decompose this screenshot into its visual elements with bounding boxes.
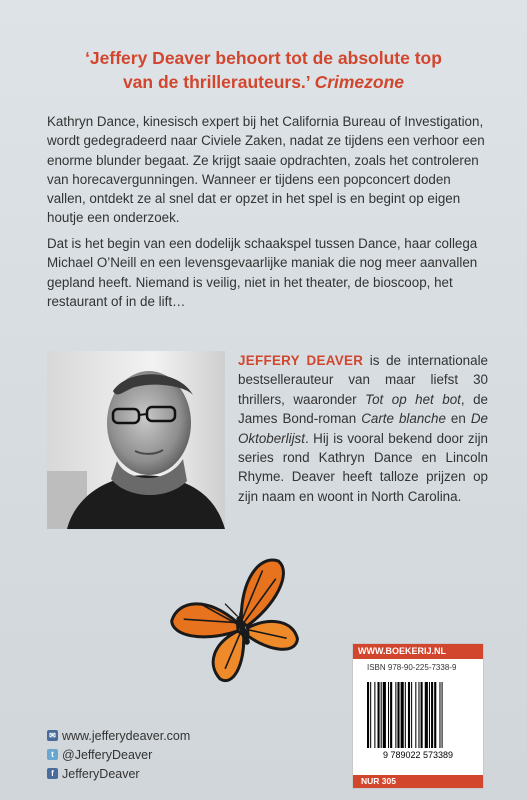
barcode-bar xyxy=(431,682,433,748)
quote-line-1: ‘Jeffery Deaver behoort tot de absolute top xyxy=(85,48,442,68)
barcode-bar xyxy=(425,682,428,748)
barcode-bar xyxy=(381,682,382,748)
barcode-bar xyxy=(390,682,392,748)
synopsis-paragraph-1: Kathryn Dance, kinesisch expert bij het California Bureau of Investigation, wordt gedegradeerd naar Civiele Zaken, nadat ze tijdens een verhoor een enorme blunder begaat. Ze krijgt saaie opdrachten, zoals het controleren van horecavergunningen. Wanneer er tijdens een popconcert doden vallen, ontdekt ze al snel dat er opzet in het spel is en begint op eigen houtje een onderzoek. xyxy=(47,114,485,226)
barcode-bar xyxy=(442,682,443,748)
barcode-bar xyxy=(418,682,419,748)
facebook-icon: f xyxy=(47,768,58,779)
barcode-bar xyxy=(415,682,416,748)
author-bio: JEFFERY DEAVER is de internationale bestsellerauteur van maar liefst 30 thrillers, waaronder Tot op het bot, de James Bond-roman Carte blanche en De Oktoberlijst. Hij is vooral bekend door zijn series rond Kathryn Dance en Lincoln Rhyme. Deaver heeft talloze prijzen op zijn naam en woont in North Carolina. xyxy=(238,353,488,504)
quote-source: Crimezone xyxy=(314,72,405,92)
social-links xyxy=(47,726,190,783)
nur-code: NUR 305 xyxy=(353,775,483,788)
barcode-bar xyxy=(397,682,399,748)
review-quote xyxy=(40,46,487,94)
barcode-bar xyxy=(370,682,371,748)
publisher-website: WWW.BOEKERIJ.NL xyxy=(353,644,483,659)
barcode-bar xyxy=(401,682,404,748)
twitter-icon: t xyxy=(47,749,58,760)
barcode-bar xyxy=(383,682,386,748)
barcode-bar xyxy=(434,682,436,748)
monarch-butterfly-illustration xyxy=(168,552,313,697)
barcode-bar xyxy=(439,682,440,748)
social-facebook: f JefferyDeaver xyxy=(47,764,190,783)
barcode-bar xyxy=(429,682,430,748)
barcode xyxy=(361,682,475,760)
isbn-number: ISBN 978-90-225-7338-9 xyxy=(367,663,457,672)
social-website: ✉ www.jefferydeaver.com xyxy=(47,726,190,745)
social-twitter: t @JefferyDeaver xyxy=(47,745,190,764)
barcode-bar xyxy=(421,682,423,748)
barcode-bar xyxy=(367,682,369,748)
synopsis-paragraph-2: Dat is het begin van een dodelijk schaakspel tussen Dance, haar collega Michael O’Neill en een levensgevaarlijke maniak die nog meer aanvallen gepland heeft. Niemand is veilig, niet in het theater, de bioscoop, het restaurant of in de lift… xyxy=(47,236,478,309)
barcode-bar xyxy=(388,682,389,748)
barcode-bar xyxy=(405,682,406,748)
barcode-bar xyxy=(408,682,410,748)
barcode-bar xyxy=(374,682,375,748)
quote-line-2: van de thrillerauteurs.’ Crimezone xyxy=(122,72,405,92)
author-name: JEFFERY DEAVER xyxy=(238,353,364,368)
barcode-bar xyxy=(411,682,412,748)
website-icon: ✉ xyxy=(47,730,58,741)
author-photo xyxy=(47,351,225,529)
barcode-digits: 9 789022 573389 xyxy=(382,750,454,760)
barcode-bar xyxy=(395,682,396,748)
barcode-panel xyxy=(353,644,483,788)
barcode-bar xyxy=(378,682,380,748)
